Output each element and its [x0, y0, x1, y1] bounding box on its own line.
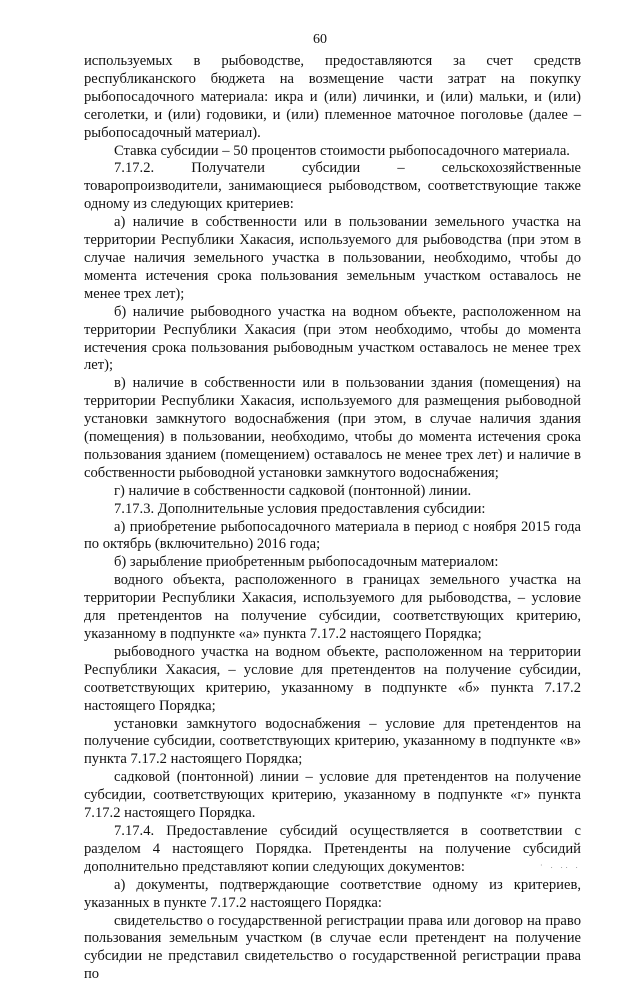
paragraph: 7.17.3. Дополнительные условия предоставления субсидии: [84, 501, 581, 519]
paragraph: а) документы, подтверждающие соответствие одному из критериев, указанных в пункте 7.17.2 настоящего Порядка: [84, 877, 581, 913]
page-number: 60 [0, 32, 640, 48]
paragraph: установки замкнутого водоснабжения – условие для претендентов на получение субсидии, соответствующих критерию, указанному в подпункте «в» пункта 7.17.2 настоящего Порядка; [84, 716, 581, 770]
scan-artifact: · . .. . [540, 861, 581, 870]
paragraph: г) наличие в собственности садковой (понтонной) линии. [84, 483, 581, 501]
paragraph: используемых в рыбоводстве, предоставляются за счет средств республиканского бюджета на возмещение части затрат на покупку рыбопосадочного материала: икра и (или) личинки, и (или) мальки, и (или) сеголетки, и (или) годовики, и (или) племенное маточное поголовье (далее – рыбопосадочный материал). [84, 53, 581, 143]
paragraph: а) приобретение рыбопосадочного материала в период с ноября 2015 года по октябрь (включительно) 2016 года; [84, 519, 581, 555]
paragraph: водного объекта, расположенного в границах земельного участка на территории Республики Хакасия, используемого для рыбоводства, – условие для претендентов на получение субсидии, соответствующих критерию, указанному в подпункте «а» пункта 7.17.2 настоящего Порядка; [84, 572, 581, 644]
paragraph: Ставка субсидии – 50 процентов стоимости рыбопосадочного материала. [84, 143, 581, 161]
paragraph: б) наличие рыбоводного участка на водном объекте, расположенном на территории Республики Хакасия (при этом необходимо, чтобы до момента истечения срока пользования рыбоводным участком оставалось не менее трех лет); [84, 304, 581, 376]
paragraph: в) наличие в собственности или в пользовании здания (помещения) на территории Республики Хакасия, используемого для размещения рыбоводной установки замкнутого водоснабжения (при этом, в случае наличия здания (помещения) в пользовании, необходимо, чтобы до момента истечения срока пользования зданием (помещением) оставалось не менее трех лет) и наличие в собственности рыбоводной установки замкнутого водоснабжения; [84, 375, 581, 482]
paragraph: садковой (понтонной) линии – условие для претендентов на получение субсидии, соответствующих критерию, указанному в подпункте «г» пункта 7.17.2 настоящего Порядка. [84, 769, 581, 823]
paragraph: а) наличие в собственности или в пользовании земельного участка на территории Республики Хакасия, используемого для рыбоводства (при этом в случае наличия земельного участка в пользовании, необходимо, чтобы до момента истечения срока пользования земельным участком оставалось не менее трех лет); [84, 214, 581, 304]
paragraph: 7.17.2. Получатели субсидии – сельскохозяйственные товаропроизводители, занимающиеся рыбоводством, соответствующие также одному из следующих критериев: [84, 160, 581, 214]
paragraph: свидетельство о государственной регистрации права или договор на право пользования земельным участком (в случае если претендент на получение субсидии не представил свидетельство о государственной регистрации права по [84, 913, 581, 984]
paragraph: б) зарыбление приобретенным рыбопосадочным материалом: [84, 554, 581, 572]
paragraph: рыбоводного участка на водном объекте, расположенном на территории Республики Хакасия, – условие для претендентов на получение субсидии, соответствующих критерию, указанному в подпункте «б» пункта 7.17.2 настоящего Порядка; [84, 644, 581, 716]
paragraph: 7.17.4. Предоставление субсидий осуществляется в соответствии с разделом 4 настоящего Порядка. Претенденты на получение субсидий дополнительно представляют копии следующих документов: [84, 823, 581, 877]
document-body [84, 53, 581, 984]
